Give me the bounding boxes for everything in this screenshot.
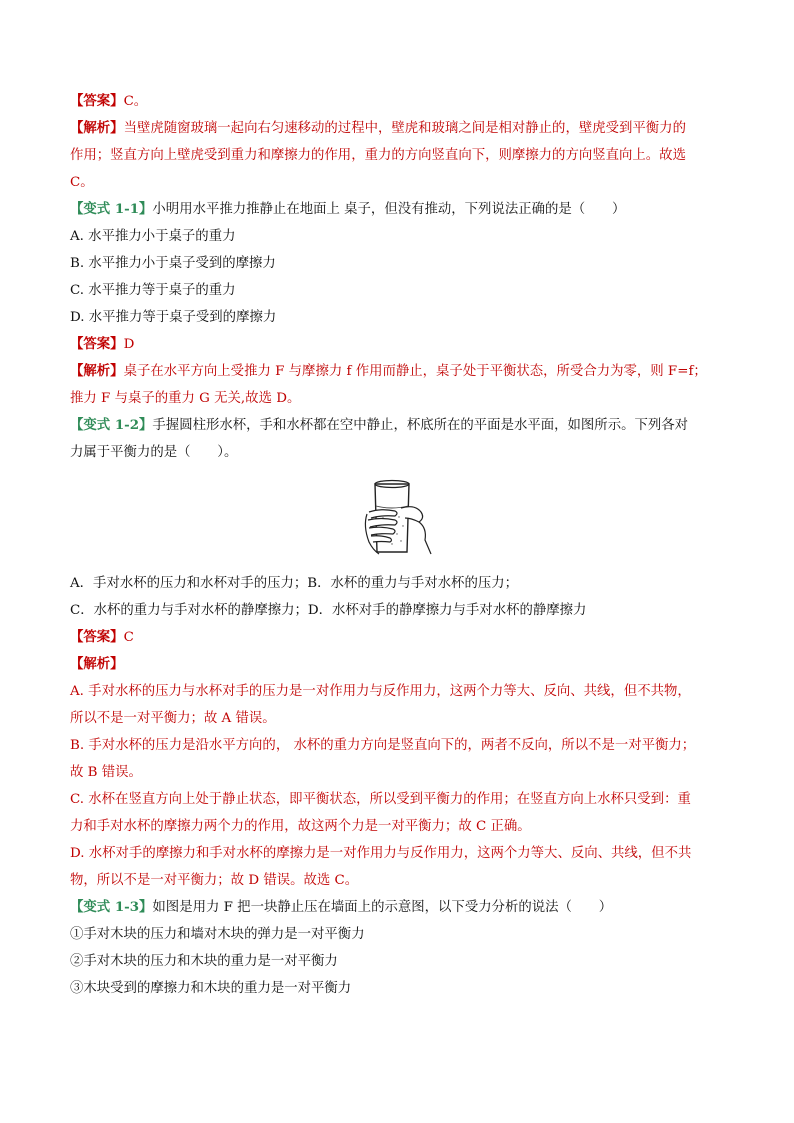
option-c: C. 水平推力等于桌子的重力 [70,283,236,298]
analysis-text: 力和手对水杯的摩擦力两个力的作用，故这两个力是一对平衡力；故 C 正确。 [70,819,531,834]
statement-3: ③木块受到的摩擦力和木块的重力是一对平衡力 [70,981,352,996]
answer-tag: 【答案】 [70,629,124,645]
analysis-text: 故 B 错误。 [70,765,142,780]
answer-line [70,88,730,115]
analysis-line [70,651,730,678]
variant-tag: 【变式 1-1】 [70,201,153,217]
statement-2: ②手对木块的压力和木块的重力是一对平衡力 [70,954,338,969]
analysis-line [70,358,730,385]
analysis-text: 桌子在水平方向上受推力 F 与摩擦力 f 作用而静止，桌子处于平衡状态，所受合力为零，则 F=f； [123,364,707,379]
analysis-tag: 【解析】 [70,363,124,379]
analysis-tag: 【解析】 [70,120,124,136]
option-a-b: A．手对水杯的压力和水杯对手的压力；B．水杯的重力与手对水杯的压力； [70,576,519,591]
analysis-text: 所以不是一对平衡力；故 A 错误。 [70,711,276,726]
question-stem [70,412,730,439]
figure-hand-holding-cup [70,470,730,566]
analysis-text: 物，所以不是一对平衡力；故 D 错误。故选 C。 [70,873,359,888]
analysis-tag: 【解析】 [70,656,124,672]
answer-line [70,331,730,358]
option-c-d: C．水杯的重力与手对水杯的静摩擦力；D．水杯对手的静摩擦力与手对水杯的静摩擦力 [70,603,587,618]
answer-text: D [123,337,135,352]
variant-tag: 【变式 1-2】 [70,417,153,433]
answer-tag: 【答案】 [70,93,124,109]
statement-1: ①手对木块的压力和墙对木块的弹力是一对平衡力 [70,927,365,942]
document-page [70,88,730,1002]
analysis-text: B. 手对水杯的压力是沿水平方向的， 水杯的重力方向是竖直向下的，两者不反向，所以不是一对平衡力； [70,738,696,753]
answer-text: C [123,630,134,645]
answer-text: C。 [123,94,148,109]
analysis-text: D. 水杯对手的摩擦力和手对水杯的摩擦力是一对作用力与反作用力，这两个力等大、反向、共线，但不共 [70,846,692,861]
analysis-text: C. 水杯在竖直方向上处于静止状态，即平衡状态，所以受到平衡力的作用；在竖直方向上水杯只受到：重 [70,792,691,807]
variant-tag: 【变式 1-3】 [70,899,153,915]
analysis-text: C。 [70,175,94,190]
question-text: 力属于平衡力的是（ ）。 [70,445,238,460]
question-text: 小明用水平推力推静止在地面上 桌子，但没有推动，下列说法正确的是（ ） [152,202,626,217]
question-text: 如图是用力 F 把一块静止压在墙面上的示意图，以下受力分析的说法（ ） [152,900,613,915]
analysis-text: 推力 F 与桌子的重力 G 无关,故选 D。 [70,391,301,406]
analysis-text: 当壁虎随窗玻璃一起向右匀速移动的过程中，壁虎和玻璃之间是相对静止的，壁虎受到平衡力的 [123,121,686,136]
hand-cup-illustration [361,478,437,558]
answer-line [70,624,730,651]
answer-tag: 【答案】 [70,336,124,352]
option-b: B. 水平推力小于桌子受到的摩擦力 [70,256,276,271]
question-stem [70,894,730,921]
option-d: D. 水平推力等于桌子受到的摩擦力 [70,310,277,325]
analysis-text: 作用；竖直方向上壁虎受到重力和摩擦力的作用，重力的方向竖直向下，则摩擦力的方向竖直向上。故选 [70,148,686,163]
analysis-line [70,115,730,142]
option-a: A. 水平推力小于桌子的重力 [70,229,236,244]
question-stem [70,196,730,223]
question-text: 手握圆柱形水杯，手和水杯都在空中静止，杯底所在的平面是水平面，如图所示。下列各对 [152,418,689,433]
analysis-text: A. 手对水杯的压力与水杯对手的压力是一对作用力与反作用力，这两个力等大、反向、共线，但不共物， [70,684,691,699]
